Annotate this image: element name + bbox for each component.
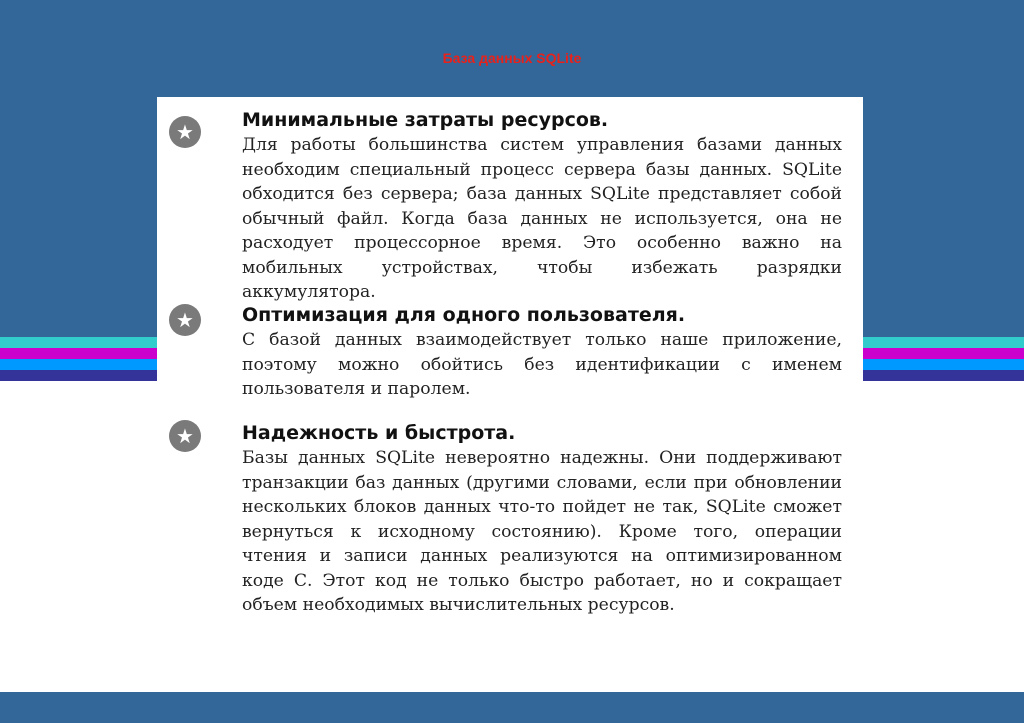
star-icon: ★ [169,304,201,336]
bullet-item [157,107,863,305]
item-heading: Минимальные затраты ресурсов. [242,109,609,131]
item-heading: Оптимизация для одного пользователя. [242,304,686,326]
item-heading: Надежность и быстрота. [242,422,516,444]
bullet-item [157,302,863,402]
slide-title: База данных SQLite [442,50,582,66]
star-icon: ★ [169,420,201,452]
bullet-item [157,420,863,618]
item-text: С базой данных взаимодействует только наше приложение, поэтому можно обойтись без идентификации с именем пользователя и паролем. [242,330,842,399]
star-icon: ★ [169,116,201,148]
footer-band [0,692,1024,723]
content-card [157,97,863,692]
item-text: Для работы большинства систем управления базами данных необходим специальный процесс сервера базы данных. SQLite обходится без сервера; база данных SQLite представляет собой обычный файл. Когда база данных не используется, она не расходует процессорное время. Это особенно важно на мобильных устройствах, чтобы избежать разрядки аккумулятора. [242,135,842,302]
item-text: Базы данных SQLite невероятно надежны. Они поддерживают транзакции баз данных (другими словами, если при обновлении нескольких блоков данных что-то пойдет не так, SQLite сможет вернуться к исходному состоянию). Кроме того, операции чтения и записи данных реализуются на оптимизированном коде С. Этот код не только быстро работает, но и сокращает объем необходимых вычислительных ресурсов. [242,448,842,615]
